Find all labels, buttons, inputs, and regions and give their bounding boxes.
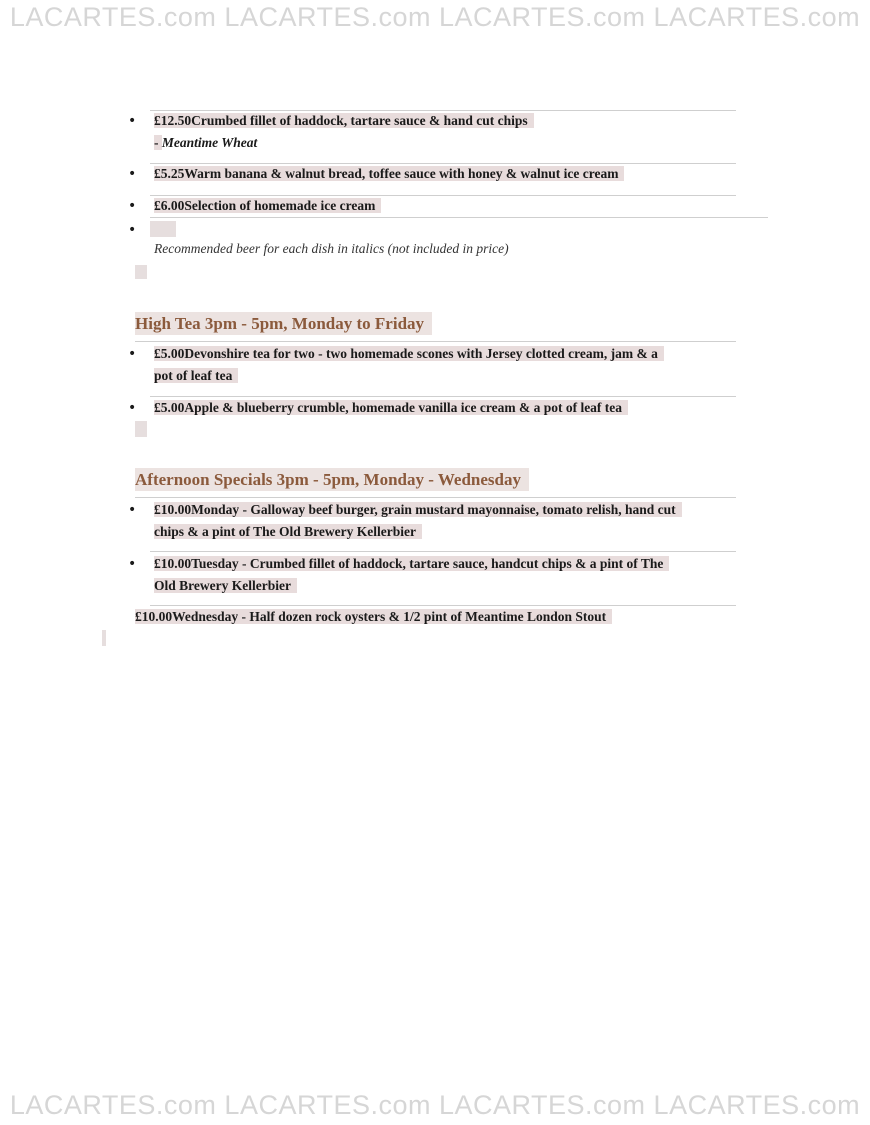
dish-description: Devonshire tea for two - two homemade scones with Jersey clotted cream, jam & a bbox=[184, 346, 658, 361]
price: £5.00 bbox=[154, 346, 185, 361]
divider bbox=[135, 341, 736, 342]
menu-item-line bbox=[154, 502, 682, 517]
dish-description: Monday - Galloway beef burger, grain mustard mayonnaise, tomato relish, hand cut bbox=[191, 502, 676, 517]
paragraph-marker bbox=[135, 265, 147, 279]
bullet: • bbox=[128, 198, 137, 214]
bullet: • bbox=[128, 556, 137, 572]
menu-item-wednesday bbox=[135, 606, 612, 628]
divider bbox=[150, 217, 768, 218]
dish-description: Selection of homemade ice cream bbox=[184, 198, 376, 213]
divider bbox=[135, 497, 736, 498]
bullet: • bbox=[128, 400, 137, 416]
menu-item-line bbox=[154, 113, 534, 128]
dish-description: Tuesday - Crumbed fillet of haddock, tartare sauce, handcut chips & a pint of The bbox=[191, 556, 664, 571]
menu-item-line bbox=[154, 346, 664, 361]
watermark-bottom: LACARTES.com LACARTES.com LACARTES.com LACARTES.com bbox=[9, 1090, 861, 1120]
dish-description-continued: chips & a pint of The Old Brewery Kellerbier bbox=[154, 524, 422, 539]
beer-note: Recommended beer for each dish in italics (not included in price) bbox=[154, 241, 509, 256]
bullet: • bbox=[128, 346, 137, 362]
menu-item-line bbox=[154, 556, 669, 571]
beer-prefix: - bbox=[154, 135, 162, 150]
dish-description: Warm banana & walnut bread, toffee sauce with honey & walnut ice cream bbox=[184, 166, 619, 181]
empty-highlight bbox=[150, 221, 176, 237]
section-heading-afternoon-specials: Afternoon Specials 3pm - 5pm, Monday - Wednesday bbox=[135, 470, 529, 490]
price: £6.00 bbox=[154, 198, 185, 213]
bullet: • bbox=[128, 113, 137, 129]
price: £12.50 bbox=[154, 113, 192, 128]
dish-description-continued: Old Brewery Kellerbier bbox=[154, 578, 297, 593]
dish-description: Crumbed fillet of haddock, tartare sauce & hand cut chips bbox=[191, 113, 528, 128]
bullet: • bbox=[128, 222, 137, 238]
price: £10.00 bbox=[154, 556, 192, 571]
dish-description: Wednesday - Half dozen rock oysters & 1/2 pint of Meantime London Stout bbox=[172, 609, 607, 624]
menu-item-line bbox=[154, 166, 624, 181]
paragraph-marker bbox=[135, 421, 147, 437]
price: £5.25 bbox=[154, 166, 185, 181]
menu-item-line bbox=[154, 400, 628, 415]
dish-description: Apple & blueberry crumble, homemade vanilla ice cream & a pot of leaf tea bbox=[184, 400, 623, 415]
paragraph-marker bbox=[102, 630, 106, 646]
beer-recommendation: Meantime Wheat bbox=[161, 135, 258, 150]
menu-item-line bbox=[154, 198, 381, 213]
bullet: • bbox=[128, 166, 137, 182]
dish-description-continued: pot of leaf tea bbox=[154, 368, 238, 383]
price: £5.00 bbox=[154, 400, 185, 415]
bullet: • bbox=[128, 502, 137, 518]
divider bbox=[150, 551, 736, 552]
section-heading-high-tea: High Tea 3pm - 5pm, Monday to Friday bbox=[135, 314, 432, 334]
watermark-top: LACARTES.com LACARTES.com LACARTES.com LACARTES.com bbox=[9, 2, 861, 32]
price: £10.00 bbox=[154, 502, 192, 517]
price: £10.00 bbox=[135, 609, 173, 624]
